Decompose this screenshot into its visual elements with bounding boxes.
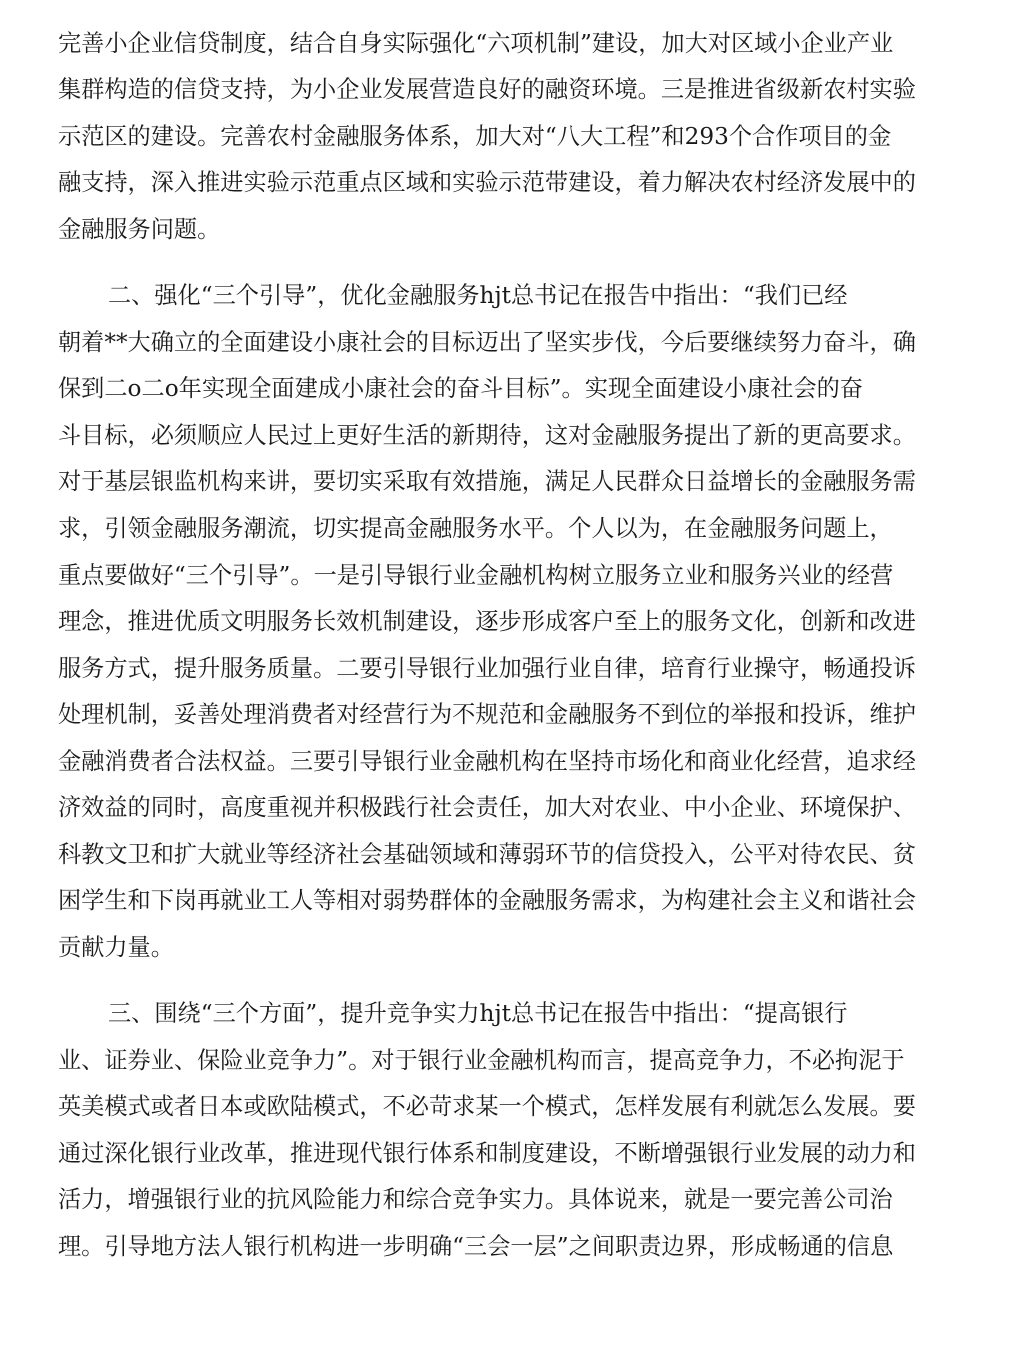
text-line: 困学生和下岗再就业工人等相对弱势群体的金融服务需求，为构建社会主义和谐社会	[58, 887, 916, 914]
text-line: 示范区的建设。完善农村金融服务体系，加大对“八大工程”和293个合作项目的金	[58, 123, 892, 150]
text-line: 服务方式，提升服务质量。二要引导银行业加强行业自律，培育行业操守，畅通投诉	[58, 655, 916, 682]
text-line: 集群构造的信贷支持，为小企业发展营造良好的融资环境。三是推进省级新农村实验	[58, 76, 916, 103]
text-line: 斗目标，必须顺应人民过上更好生活的新期待，这对金融服务提出了新的更高要求。	[58, 422, 916, 449]
text-line: 活力，增强银行业的抗风险能力和综合竞争实力。具体说来，就是一要完善公司治	[58, 1186, 893, 1213]
text-line: 济效益的同时，高度重视并积极践行社会责任，加大对农业、中小企业、环境保护、	[58, 794, 916, 821]
text-line: 理。引导地方法人银行机构进一步明确“三会一层”之间职责边界，形成畅通的信息	[58, 1233, 894, 1260]
text-line: 重点要做好“三个引导”。一是引导银行业金融机构树立服务立业和服务兴业的经营	[58, 562, 894, 589]
text-line: 金融服务问题。	[58, 216, 221, 243]
paragraph-heading-line: 二、强化“三个引导”，优化金融服务hjt总书记在报告中指出：“我们已经	[108, 282, 848, 309]
text-line: 科教文卫和扩大就业等经济社会基础领域和薄弱环节的信贷投入，公平对待农民、贫	[58, 841, 916, 868]
text-line: 完善小企业信贷制度，结合自身实际强化“六项机制”建设，加大对区域小企业产业	[58, 30, 894, 57]
text-line: 理念，推进优质文明服务长效机制建设，逐步形成客户至上的服务文化，创新和改进	[58, 608, 916, 635]
text-line: 朝着**大确立的全面建设小康社会的目标迈出了坚实步伐，今后要继续努力奋斗，确	[58, 329, 916, 356]
text-line: 金融消费者合法权益。三要引导银行业金融机构在坚持市场化和商业化经营，追求经	[58, 748, 916, 775]
text-line: 通过深化银行业改革，推进现代银行体系和制度建设，不断增强银行业发展的动力和	[58, 1140, 916, 1167]
text-line: 处理机制，妥善处理消费者对经营行为不规范和金融服务不到位的举报和投诉，维护	[58, 701, 916, 728]
paragraph-heading-line: 三、围绕“三个方面”，提升竞争实力hjt总书记在报告中指出：“提高银行	[108, 1000, 848, 1027]
text-line: 求，引领金融服务潮流，切实提高金融服务水平。个人以为，在金融服务问题上，	[58, 515, 893, 542]
text-line: 对于基层银监机构来讲，要切实采取有效措施，满足人民群众日益增长的金融服务需	[58, 468, 916, 495]
text-line: 英美模式或者日本或欧陆模式，不必苛求某一个模式，怎样发展有利就怎么发展。要	[58, 1093, 916, 1120]
text-line: 业、证券业、保险业竞争力”。对于银行业金融机构而言，提高竞争力，不必拘泥于	[58, 1047, 905, 1074]
text-line: 融支持，深入推进实验示范重点区域和实验示范带建设，着力解决农村经济发展中的	[58, 169, 916, 196]
text-line: 保到二o二o年实现全面建成小康社会的奋斗目标”。实现全面建设小康社会的奋	[58, 375, 863, 402]
text-line: 贡献力量。	[58, 934, 174, 961]
